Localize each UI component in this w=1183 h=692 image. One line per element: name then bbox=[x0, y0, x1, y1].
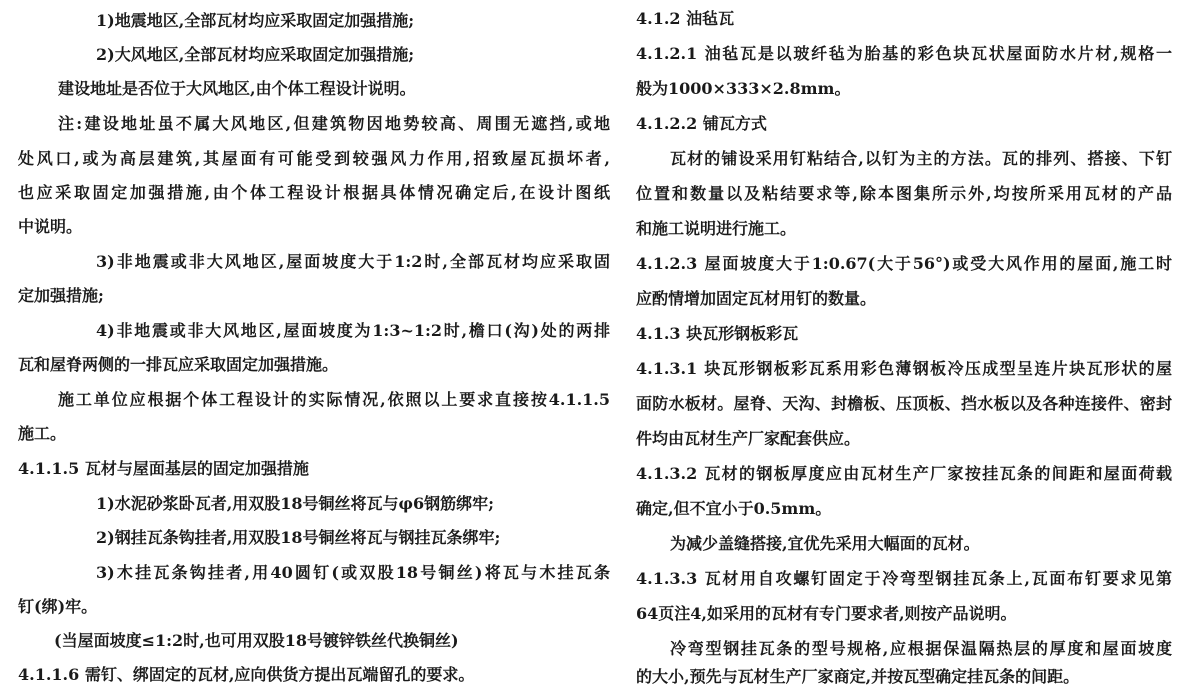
text-line: 定加强措施; bbox=[18, 286, 104, 305]
text-line: 4.1.3.2 瓦材的钢板厚度应由瓦材生产厂家按挂瓦条的间距和屋面荷载 bbox=[636, 464, 1172, 483]
text-line: 和施工说明进行施工。 bbox=[636, 219, 797, 238]
text-line: 确定,但不宜小于0.5mm。 bbox=[636, 499, 832, 518]
text-line: 处风口,或为高层建筑,其屋面有可能受到较强风力作用,招致屋瓦损坏者, bbox=[18, 149, 610, 168]
text-line: 钉(绑)牢。 bbox=[18, 597, 98, 616]
text-line: 4.1.2.1 油毡瓦是以玻纤毡为胎基的彩色块瓦状屋面防水片材,规格一 bbox=[636, 44, 1172, 63]
text-line: 2)钢挂瓦条钩挂者,用双股18号铜丝将瓦与钢挂瓦条绑牢; bbox=[96, 528, 501, 547]
section-heading: 4.1.3 块瓦形钢板彩瓦 bbox=[636, 324, 799, 343]
text-line: 4)非地震或非大风地区,屋面坡度为1:3~1:2时,檐口(沟)处的两排 bbox=[96, 321, 610, 340]
text-line: 4.1.1.6 需钉、绑固定的瓦材,应向供货方提出瓦端留孔的要求。 bbox=[18, 665, 475, 684]
text-line: 位置和数量以及粘结要求等,除本图集所示外,均按所采用瓦材的产品 bbox=[636, 184, 1172, 203]
text-line: 3)非地震或非大风地区,屋面坡度大于1:2时,全部瓦材均应采取固 bbox=[96, 252, 610, 271]
text-line: 的大小,预先与瓦材生产厂家商定,并按瓦型确定挂瓦条的间距。 bbox=[636, 667, 1080, 686]
section-heading: 4.1.2 油毡瓦 bbox=[636, 9, 735, 28]
text-line: 面防水板材。屋脊、天沟、封檐板、压顶板、挡水板以及各种连接件、密封 bbox=[636, 394, 1172, 413]
section-heading: 4.1.1.5 瓦材与屋面基层的固定加强措施 bbox=[18, 459, 309, 478]
text-line: 件均由瓦材生产厂家配套供应。 bbox=[636, 429, 861, 448]
text-line: 应酌情增加固定瓦材用钉的数量。 bbox=[636, 289, 877, 308]
text-line: 中说明。 bbox=[18, 217, 83, 236]
text-line: (当屋面坡度≤1:2时,也可用双股18号镀锌铁丝代换铜丝) bbox=[54, 631, 459, 650]
section-heading: 4.1.2.2 铺瓦方式 bbox=[636, 114, 767, 133]
text-line: 64页注4,如采用的瓦材有专门要求者,则按产品说明。 bbox=[636, 604, 1017, 623]
text-line: 施工。 bbox=[18, 424, 67, 443]
text-line: 也应采取固定加强措施,由个体工程设计根据具体情况确定后,在设计图纸 bbox=[18, 183, 610, 202]
text-line: 1)水泥砂浆卧瓦者,用双股18号铜丝将瓦与φ6钢筋绑牢; bbox=[96, 494, 495, 513]
text-line: 施工单位应根据个体工程设计的实际情况,依照以上要求直接按4.1.1.5 bbox=[58, 390, 610, 409]
text-line: 为减少盖缝搭接,宜优先采用大幅面的瓦材。 bbox=[670, 534, 980, 553]
text-line: 3)木挂瓦条钩挂者,用40圆钉(或双股18号铜丝)将瓦与木挂瓦条 bbox=[96, 563, 610, 582]
text-line: 冷弯型钢挂瓦条的型号规格,应根据保温隔热层的厚度和屋面坡度 bbox=[670, 639, 1172, 658]
text-line: 瓦和屋脊两侧的一排瓦应采取固定加强措施。 bbox=[18, 355, 339, 374]
text-line: 建设地址是否位于大风地区,由个体工程设计说明。 bbox=[58, 79, 416, 98]
text-line: 4.1.3.1 块瓦形钢板彩瓦系用彩色薄钢板冷压成型呈连片块瓦形状的屋 bbox=[636, 359, 1172, 378]
text-line: 瓦材的铺设采用钉粘结合,以钉为主的方法。瓦的排列、搭接、下钉 bbox=[670, 149, 1172, 168]
text-line: 般为1000×333×2.8mm。 bbox=[636, 79, 851, 98]
text-line: 2)大风地区,全部瓦材均应采取固定加强措施; bbox=[96, 45, 415, 64]
text-line: 4.1.2.3 屋面坡度大于1:0.67(大于56°)或受大风作用的屋面,施工时 bbox=[636, 254, 1172, 273]
text-line: 4.1.3.3 瓦材用自攻螺钉固定于冷弯型钢挂瓦条上,瓦面布钉要求见第 bbox=[636, 569, 1172, 588]
text-line: 1)地震地区,全部瓦材均应采取固定加强措施; bbox=[96, 11, 415, 30]
text-line: 注:建设地址虽不属大风地区,但建筑物因地势较高、周围无遮挡,或地 bbox=[58, 114, 610, 133]
